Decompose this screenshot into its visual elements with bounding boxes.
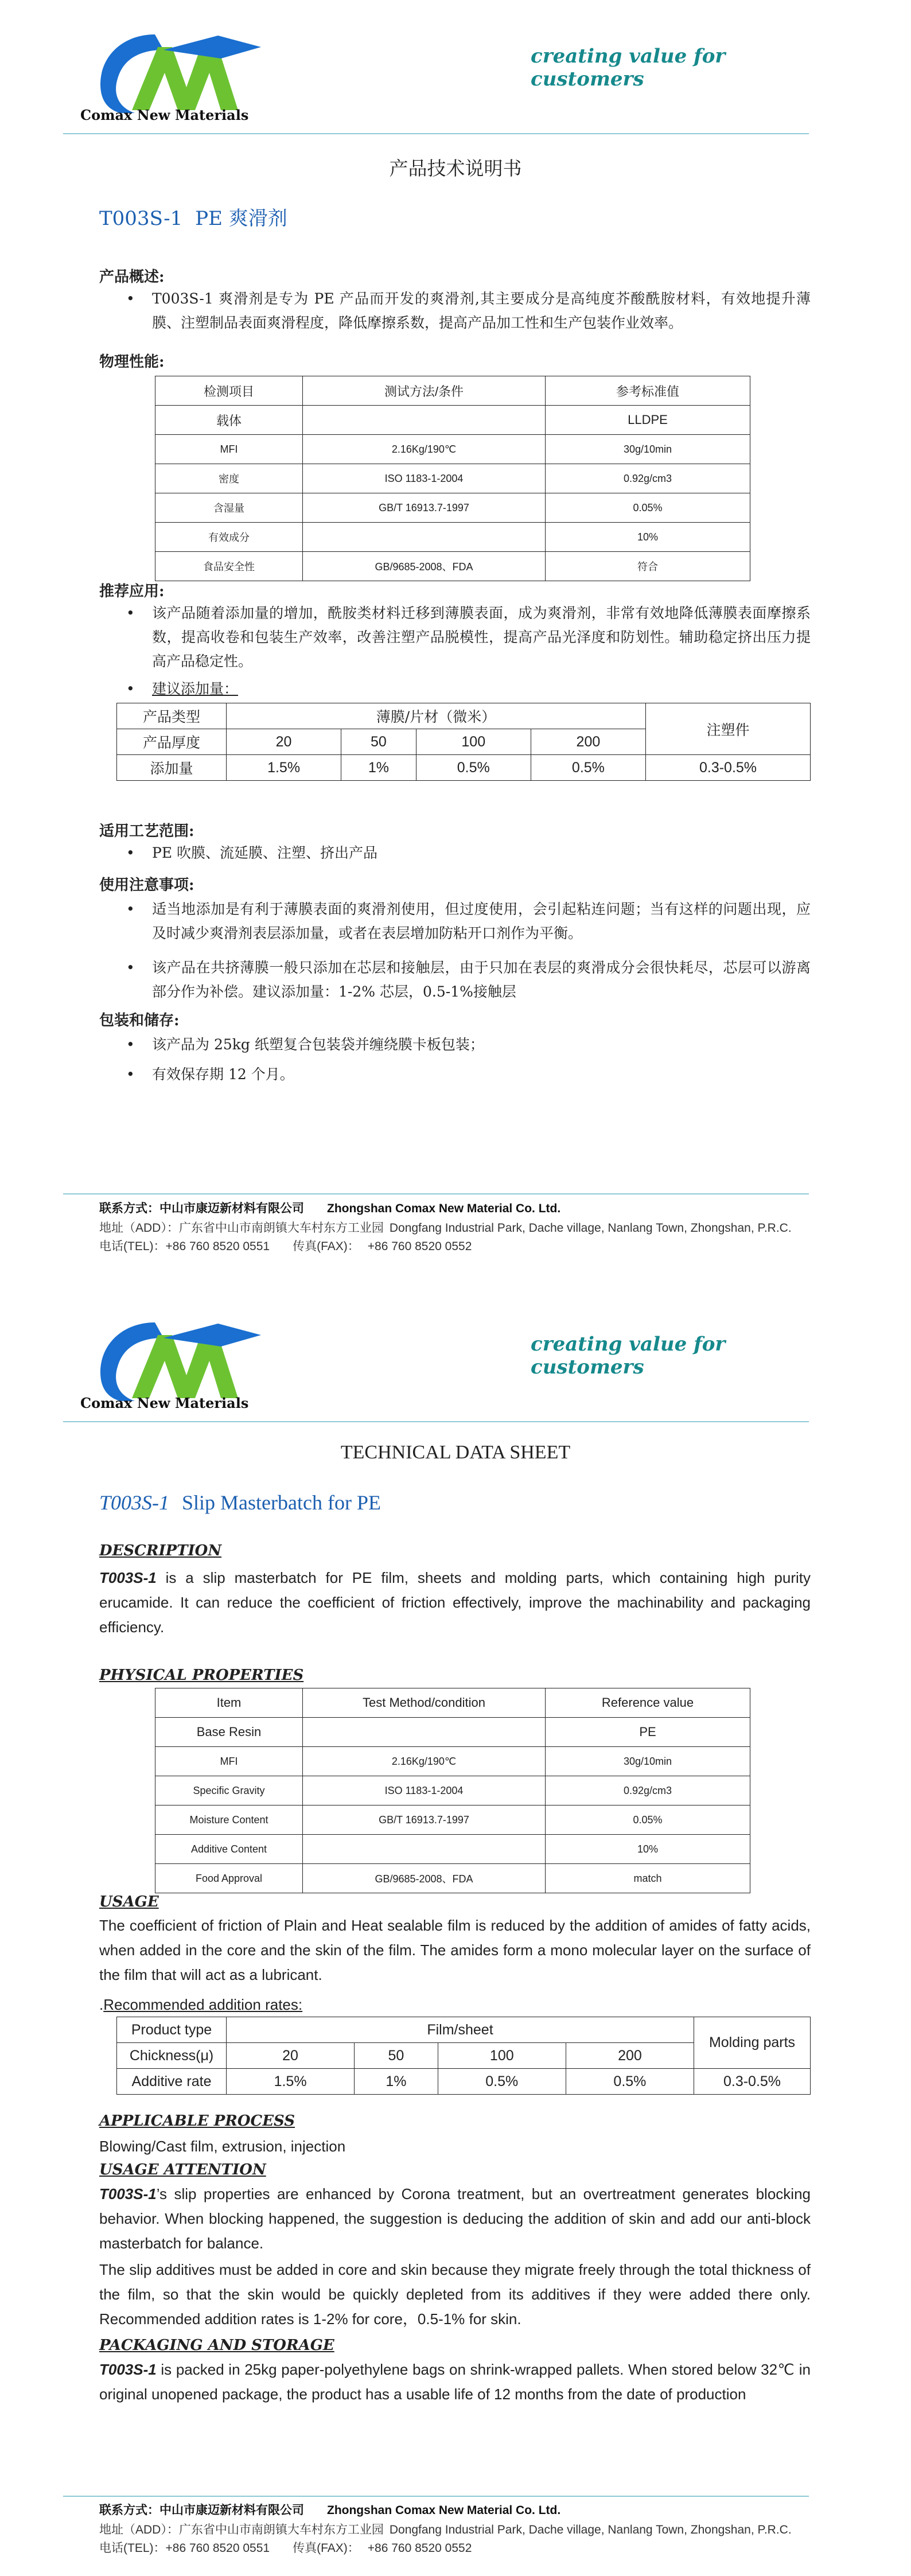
table-cell: 1% [341,755,416,781]
table-cell: 0.5% [416,755,531,781]
table-cell: 50 [341,729,416,755]
table-cell [303,406,546,435]
table-cell: 0.05% [546,493,750,523]
usage-text: The coefficient of friction of Plain and Heat sealable film is reduced by the addition of amides of fatty acids, when added in the core and the skin of the film. The amides form a mono molecular layer on the surface of the film that will act as a lubricant. [99,1917,811,1983]
footer-address: 地址（ADD）：广东省中山市南朗镇大车村东方工业园 Dongfang Industrial Park, Dache village, Nanlang Town, Zhongshan, P.R.C. [99,1221,792,1235]
product-heading [99,203,287,231]
attention-text-1: T003S-1’s slip properties are enhanced by Corona treatment, but an overtreatment generates blocking behavior. When blocking happened, the suggestion is deducing the addition of skin and add our anti-block masterbatch for balance. [99,2185,811,2252]
document-title: TECHNICAL DATA SHEET [340,1442,571,1463]
table-cell: 0.92g/cm3 [546,1776,750,1805]
table-cell: 10% [546,523,750,552]
table-row [155,1776,750,1805]
table-cell: 0.3-0.5% [646,755,811,781]
table-row [155,1747,750,1776]
table-cell: 注塑件 [646,703,811,755]
table-header-row [155,1688,750,1718]
table-cell [303,523,546,552]
attention-heading: 使用注意事项: [99,877,194,894]
table-cell: 20 [227,729,341,755]
footer-contact: 联系方式：中山市康迈新材料有限公司 Zhongshan Comax New Material Co. Ltd. [99,2504,561,2517]
table-cell: 有效成分 [155,523,303,552]
overview-heading: 产品概述: [99,269,165,286]
attention-text-2: • 该产品在共挤薄膜一般只添加在芯层和接触层，由于只加在表层的爽滑成分会很快耗尽，芯层可以游离部分作为补偿。建议添加量：1-2% 芯层，0.5-1%接触层 [152,956,811,1004]
table-cell: 产品类型 [117,703,227,729]
table-row [155,435,750,464]
table-cell: 1% [355,2069,438,2095]
table-cell: 2.16Kg/190℃ [303,1747,546,1776]
table-cell [303,1718,546,1747]
attention-heading: USAGE ATTENTION [99,2161,266,2178]
table-cell: MFI [155,1747,303,1776]
table-header-cell: Reference value [546,1688,750,1718]
table-cell: Specific Gravity [155,1776,303,1805]
table-cell: Product type [117,2017,227,2043]
slogan: creating value for customers [531,45,726,91]
table-row [155,552,750,581]
table-cell: 200 [531,729,645,755]
table-cell: 0.5% [438,2069,566,2095]
table-cell: ISO 1183-1-2004 [303,464,546,493]
header-rule [63,133,809,134]
table-row [117,703,811,729]
table-cell: 10% [546,1835,750,1864]
table-cell: 食品安全性 [155,552,303,581]
table-cell: 含湿量 [155,493,303,523]
physical-heading: PHYSICAL PROPERTIES [99,1667,304,1684]
table-row [155,523,750,552]
table-cell: Additive Content [155,1835,303,1864]
table-row [155,1805,750,1835]
description-text: T003S-1 is a slip masterbatch for PE film, sheets and molding parts, which containing high purity erucamide. It can reduce the coefficient of friction effectively, improve the machinability and packaging efficiency. [99,1569,811,1636]
table-cell: GB/T 16913.7-1997 [303,493,546,523]
product-name: PE 爽滑剂 [195,207,287,230]
table-header-row [155,376,750,406]
packaging-heading: PACKAGING AND STORAGE [99,2337,334,2354]
slogan: creating value for customers [531,1333,726,1379]
overview-text: • T003S-1 爽滑剂是专为 PE 产品而开发的爽滑剂,其主要成分是高纯度芥酸酰胺材料，有效地提升薄膜、注塑制品表面爽滑程度，降低摩擦系数，提高产品加工性和生产包装作业效率。 [152,287,811,335]
table-row [155,406,750,435]
footer-contact: 联系方式：中山市康迈新材料有限公司 Zhongshan Comax New Material Co. Ltd. [99,1202,561,1215]
table-cell: 产品厚度 [117,729,227,755]
process-heading: APPLICABLE PROCESS [99,2112,295,2130]
table-cell: GB/9685-2008、FDA [303,1864,546,1893]
table-cell: 100 [416,729,531,755]
recommended-table [116,703,811,781]
recommended-table [116,2017,811,2095]
process-text: • PE 吹膜、流延膜、注塑、挤出产品 [152,841,811,865]
table-cell: 0.92g/cm3 [546,464,750,493]
table-cell: 30g/10min [546,1747,750,1776]
description-heading: DESCRIPTION [99,1542,222,1559]
document-title: 产品技术说明书 [389,157,522,180]
footer-rule [63,1193,809,1194]
table-row [155,464,750,493]
footer-phone: 电话(TEL)：+86 760 8520 0551 传真(FAX)： +86 760 8520 0552 [99,2542,472,2555]
attention-text-2: The slip additives must be added in core and skin because they migrate freely through the total thickness of the film, so that the skin would be quickly depleted from its additives if they were added there only. Recommended addition rates is 1-2% for core，0.5-1% for skin. [99,2261,811,2328]
table-cell: Chickness(μ) [117,2043,227,2069]
table-cell: 密度 [155,464,303,493]
table-row [117,2069,811,2095]
table-cell: Film/sheet [227,2017,694,2043]
table-header-cell: 测试方法/条件 [303,376,546,406]
usage-heading: 推荐应用: [99,583,165,600]
attention-text-1: • 适当地添加是有利于薄膜表面的爽滑剂使用，但过度使用，会引起粘连问题；当有这样的问题出现，应及时减少爽滑剂表层添加量，或者在表层增加防粘开口剂作为平衡。 [152,897,811,945]
packaging-text-1: • 该产品为 25kg 纸塑复合包装袋并缠绕膜卡板包装； [152,1033,811,1057]
table-row [117,755,811,781]
table-row [155,1718,750,1747]
table-cell: 1.5% [227,2069,355,2095]
table-row [155,1864,750,1893]
table-cell: 1.5% [227,755,341,781]
table-cell: 添加量 [117,755,227,781]
table-row [155,493,750,523]
product-code: T003S-1 [99,1491,170,1514]
table-cell: Base Resin [155,1718,303,1747]
table-cell: Additive rate [117,2069,227,2095]
usage-text: • 该产品随着添加量的增加，酰胺类材料迁移到薄膜表面，成为爽滑剂，非常有效地降低薄膜表面摩擦系数，提高收卷和包装生产效率，改善注塑产品脱模性，提高产品光泽度和防划性。辅助稳定挤出压力提高产品稳定性。 [152,601,811,674]
table-cell: LLDPE [546,406,750,435]
footer-address: 地址（ADD）：广东省中山市南朗镇大车村东方工业园 Dongfang Industrial Park, Dache village, Nanlang Town, Zhongshan, P.R.C. [99,2523,792,2536]
footer-rule [63,2496,809,2497]
table-cell: Molding parts [694,2017,811,2069]
table-cell: 载体 [155,406,303,435]
table-cell: 0.5% [531,755,645,781]
table-cell: GB/9685-2008、FDA [303,552,546,581]
table-cell: 20 [227,2043,355,2069]
table-cell: match [546,1864,750,1893]
table-cell: Food Approval [155,1864,303,1893]
process-text: Blowing/Cast film, extrusion, injection [99,2138,346,2155]
page-english [0,1288,911,2576]
table-header-cell: 参考标准值 [546,376,750,406]
table-cell: 0.5% [566,2069,694,2095]
table-cell: 0.05% [546,1805,750,1835]
table-row [155,1835,750,1864]
table-cell: 100 [438,2043,566,2069]
physical-table [155,376,750,581]
table-cell: 200 [566,2043,694,2069]
table-cell: MFI [155,435,303,464]
header-rule [63,1421,809,1422]
table-cell: ISO 1183-1-2004 [303,1776,546,1805]
recommended-label: • 建议添加量： [152,677,811,701]
logo-text: Comax New Materials [80,107,249,123]
table-cell: GB/T 16913.7-1997 [303,1805,546,1835]
packaging-text-2: • 有效保存期 12 个月。 [152,1063,811,1087]
packaging-text: T003S-1 is packed in 25kg paper-polyethylene bags on shrink-wrapped pallets. When stored below 32℃ in original unopened package, the product has a usable life of 12 months from the date of production [99,2361,811,2403]
table-cell [303,1835,546,1864]
table-header-cell: 检测项目 [155,376,303,406]
table-cell: 30g/10min [546,435,750,464]
product-code: T003S-1 [99,207,183,230]
footer-phone: 电话(TEL)：+86 760 8520 0551 传真(FAX)： +86 760 8520 0552 [99,1240,472,1253]
recommended-label: .Recommended addition rates: [99,1996,303,2013]
table-cell: Moisture Content [155,1805,303,1835]
table-cell: 50 [355,2043,438,2069]
table-cell: 符合 [546,552,750,581]
physical-heading: 物理性能: [99,353,165,371]
table-row [117,2017,811,2043]
usage-heading: USAGE [99,1893,159,1910]
table-cell: 0.3-0.5% [694,2069,811,2095]
table-cell: 2.16Kg/190℃ [303,435,546,464]
table-header-cell: Test Method/condition [303,1688,546,1718]
product-heading [99,1491,381,1515]
product-name: Slip Masterbatch for PE [182,1491,381,1514]
physical-table [155,1688,750,1893]
packaging-heading: 包装和储存: [99,1012,180,1029]
table-cell: 薄膜/片材（微米） [227,703,646,729]
process-heading: 适用工艺范围: [99,823,194,840]
table-cell: PE [546,1718,750,1747]
logo-text: Comax New Materials [80,1395,249,1411]
table-header-cell: Item [155,1688,303,1718]
